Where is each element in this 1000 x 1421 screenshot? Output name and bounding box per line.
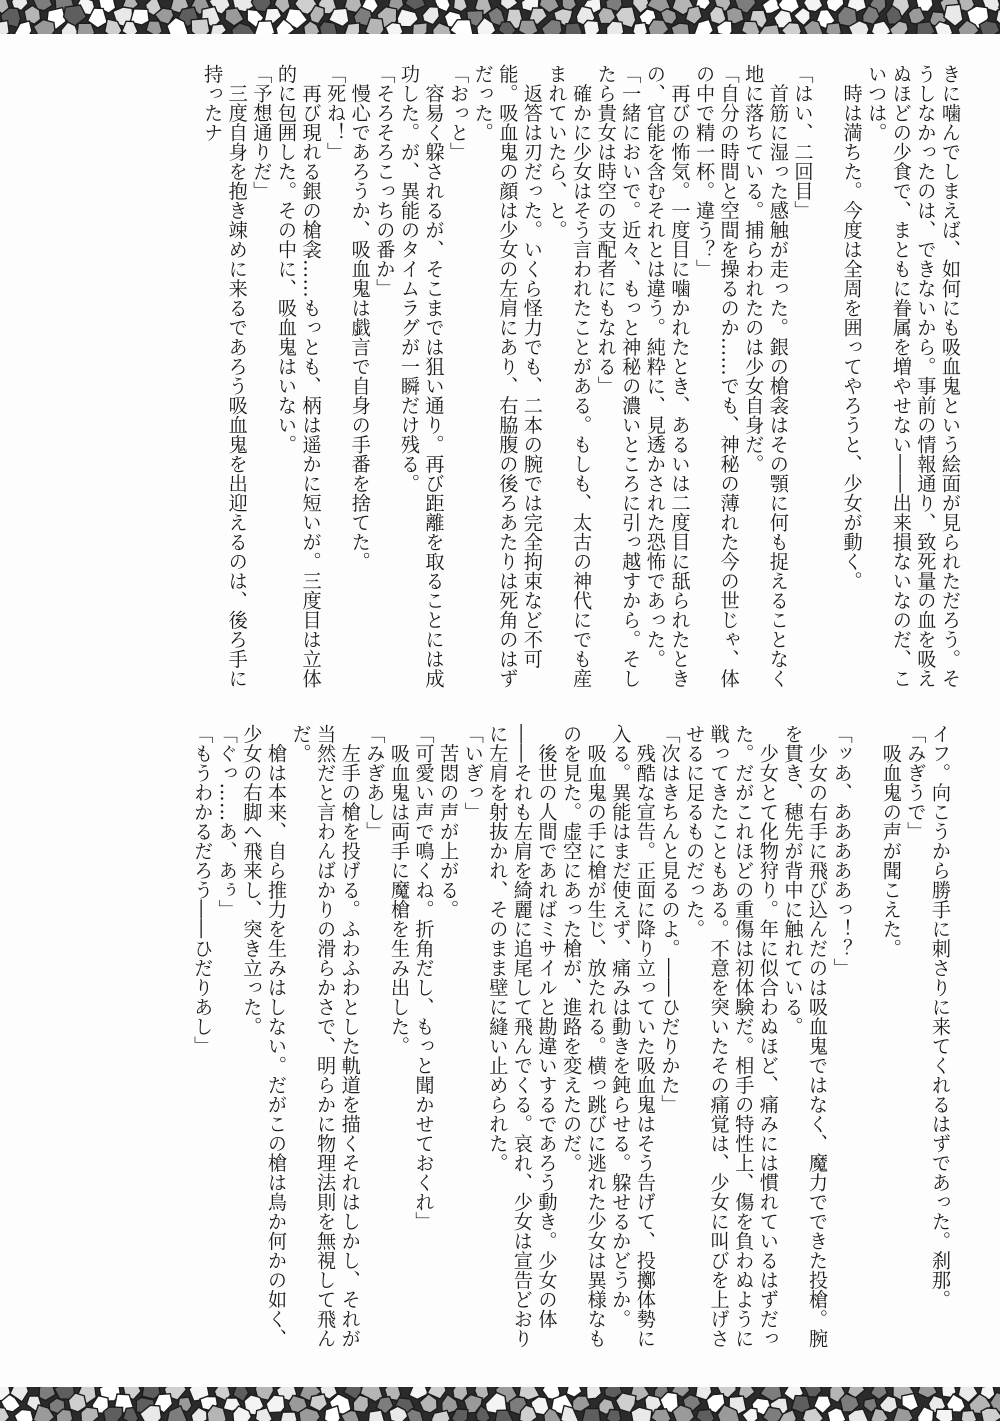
mosaic-tile [979,21,999,34]
mosaic-tile [633,23,648,35]
mosaic-tile [81,1407,99,1421]
mosaic-tile [826,23,842,34]
upper-paragraph: 「そろそろこっちの番か」 [373,64,397,298]
mosaic-tile [104,1407,123,1421]
mosaic-tile [981,1408,1000,1421]
lower-paragraph: 槍は本来、自ら推力を生みはしない。だがこの槍は鳥か何かの如く、少女の右脚へ飛来し、突き立った。 [240,724,288,1348]
mosaic-tile [319,21,337,34]
upper-paragraph: 慢心であろうか、吸血鬼は戯言で自身の手番を捨てた。 [348,64,372,571]
lower-paragraph: 「可愛い声で鳴くね。折角だし、もっと聞かせておくれ」 [412,724,436,1231]
upper-paragraph: 「死ね！」 [324,64,348,162]
lower-paragraph: 「みぎあし」 [363,724,387,841]
lower-paragraph: 「みぎうで」 [904,724,928,841]
decorative-mosaic-border-top [0,0,1000,34]
upper-paragraph: 「おっと」 [447,64,471,162]
lower-paragraph: 「ッあ、あああああっ！？」 [830,724,854,978]
upper-paragraph: 返答は刃だった。いくら怪力でも、二本の腕では完全拘束など不可能。吸血鬼の顔は少女の左肩にあり、右脇腹の後ろあたりは死角のはずだった。 [471,64,544,688]
mosaic-tile [77,23,95,34]
mosaic-tile [210,24,227,34]
mosaic-pattern [0,0,1000,34]
mosaic-tile [412,23,427,34]
upper-paragraph: 確かに少女はそう言われたことがある。もしも、太古の神代にでも産まれていたら、と。 [545,64,594,688]
text-block-lower [38,724,952,1366]
mosaic-pattern [0,1387,1000,1421]
text-block-upper [38,64,962,704]
upper-paragraph: 「予想通りだ」 [250,64,274,201]
mosaic-tile [255,21,275,34]
mosaic-tile [583,20,599,34]
upper-paragraph: きに噛んでしまえば、如何にも吸血鬼という絵面が見られただろう。そうしなかったのは、できないから。事前の情報通り、致死量の血を吸えぬほどの少食で、まともに眷属を増やせない――出来損ないなのだ、こいつは。 [865,64,962,688]
lower-paragraph: 吸血鬼は両手に魔槍を生み出した。 [387,724,411,1056]
mosaic-tile [696,1409,715,1421]
upper-paragraph: 首筋に湿った感触が走った。銀の槍衾はその顎に何も捉えることなく地に落ちている。捕らわれたのは少女自身だ。 [742,64,790,688]
mosaic-tile [0,21,9,35]
mosaic-tile [518,20,538,34]
lower-paragraph: 少女とて化物狩り。年に似合わぬほど、痛みには慣れているはずだった。だがこれほどの重傷は初体験だ。相手の特性上、傷を負わぬように戦ってきたこともある。不意を突いたその痛覚は、少女に叫びを上げさせるに足るものだった。 [683,724,780,1348]
mosaic-tile [280,1412,297,1421]
lower-paragraph: 「次はきちんと見るのよ。――ひだりかた」 [658,724,682,1114]
lower-paragraph: 「いぎっ」 [461,724,485,822]
upper-paragraph: 三度自身を抱き竦めに来るであろう吸血鬼を出迎えるのは、後ろ手に持ったナ [201,64,249,688]
lower-paragraph: 後世の人間であればミサイルと勘違いするであろう動き。少女の体――それも左肩を綺麗に追尾して飛んでくる。哀れ、少女は宣告どおりに左肩を射抜かれ、そのまま壁に縫い止められた。 [486,724,559,1348]
mosaic-tile [935,1409,953,1421]
lower-paragraph: 少女の右手に飛び込んだのは吸血鬼ではなく、魔力でできた投槍。腕を貫き、穂先が背中に触れている。 [781,724,830,1348]
lower-paragraph: 「もうわかるだろう――ひだりあし」 [191,724,215,1056]
decorative-mosaic-border-bottom [0,1387,1000,1421]
mosaic-tile [191,19,210,34]
upper-paragraph: 容易く躱されるが、そこまでは狙い通り。再び距離を取ることには成功した。が、異能のタイムラグが一瞬だけ残る。 [397,64,446,688]
mosaic-tile [582,1409,601,1421]
upper-paragraph: 再びの怖気。一度目に噛かれたとき、あるいは二度目に舐られたときの、官能を含むそれとは違う。純粋に、見透かされた恐怖であった。 [643,64,692,688]
mosaic-tile [631,1407,652,1421]
lower-paragraph: 苦悶の声が上がる。 [437,724,461,919]
mosaic-tile [606,1410,621,1421]
lower-paragraph: 左手の槍を投げる。ふわふわとした軌道を描くそれはしかし、それが当然だと言わんばかりの滑らかさで、明らかに物理法則を無視して飛んだ。 [289,724,362,1348]
upper-paragraph: 「自分の時間と空間を操るのか……でも、神秘の薄れた今の世じゃ、体の中で精一杯。違う？」 [693,64,741,688]
lower-paragraph [854,724,879,1366]
upper-paragraph: 時は満ちた。今度は全周を囲ってやろうと、少女が動く。 [840,64,864,591]
lower-paragraph: 吸血鬼の手に槍が生じ、放たれる。横っ跳びに逃れた少女は異様なものを見た。虚空にあった槍が、進路を変えたのだ。 [560,724,608,1348]
lower-paragraph: 残酷な宣告。正面に降り立っていた吸血鬼はそう告げて、投擲体勢に入る。異能はまだ使えず、痛みは動きを鈍らせる。躱せるかどうか。 [609,724,657,1348]
upper-paragraph: 「はい、二回目」 [791,64,815,220]
upper-paragraph [814,64,839,704]
lower-paragraph: 吸血鬼の声が聞こえた。 [879,724,903,958]
mosaic-tile [146,21,162,34]
mosaic-tile [368,1410,385,1421]
upper-paragraph: 「一緒においで。近々、もっと神秘の濃いところに引っ越すから。そしたら貴女は時空の支配者にもなれる」 [594,64,643,688]
upper-paragraph: 再び現れる銀の槍衾……もっとも、柄は遥かに短いが。三度目は立体的に包囲した。その中に、吸血鬼はいない。 [274,64,323,688]
lower-paragraph: イフ。向こうから勝手に刺さりに来てくれるはずであった。刹那。 [929,724,952,1309]
lower-paragraph: 「ぐっ……あ、あぅ」 [215,724,239,919]
